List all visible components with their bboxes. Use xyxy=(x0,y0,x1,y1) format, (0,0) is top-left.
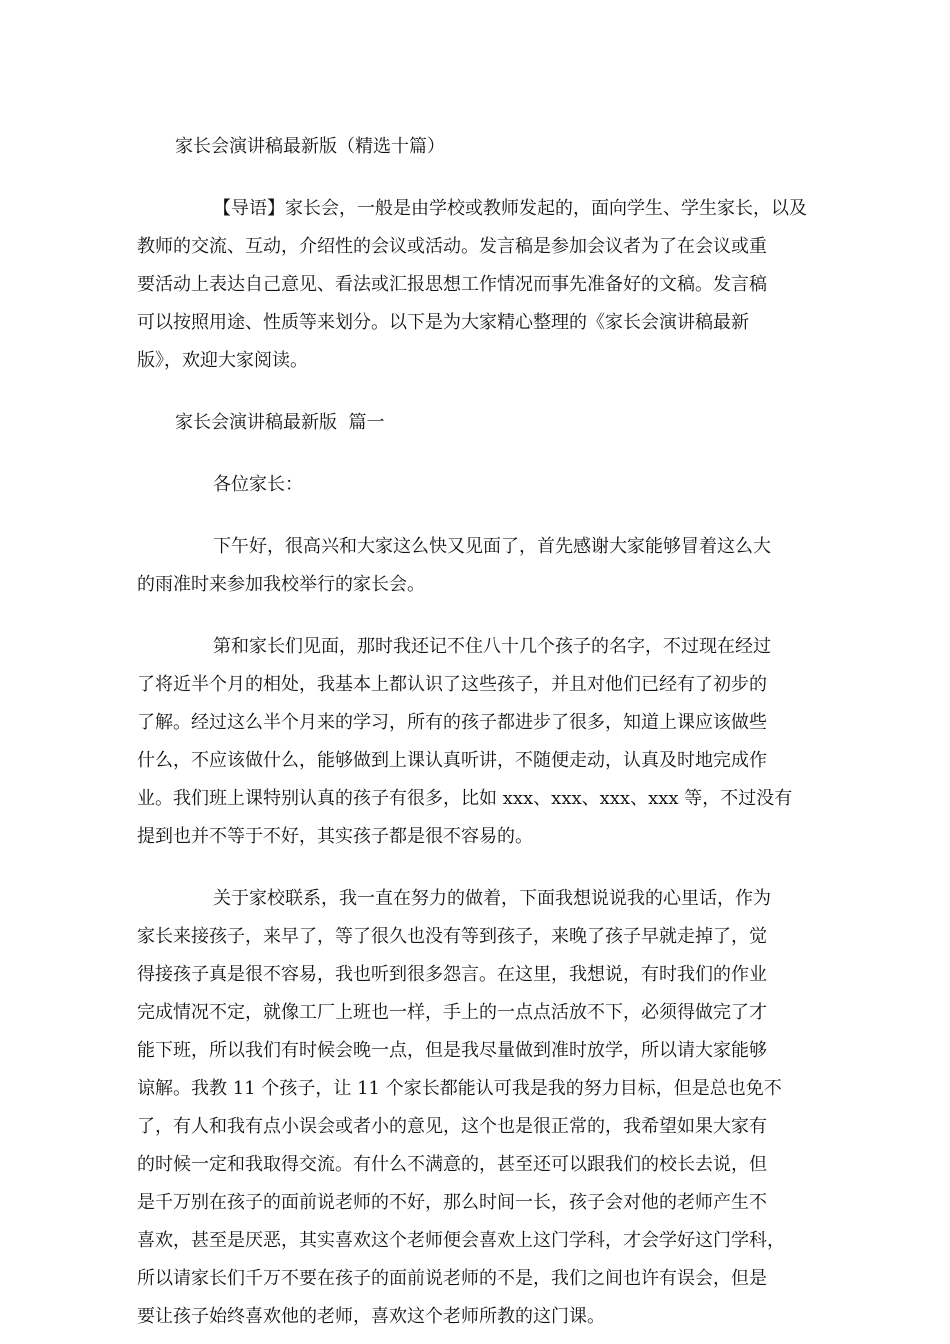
intro-line: 【导语】家长会，一般是由学校或教师发起的，面向学生、学生家长，以及 xyxy=(213,198,807,219)
paragraph-2 xyxy=(137,628,813,856)
paragraph-line: 第和家长们见面，那时我还记不住八十几个孩子的名字，不过现在经过 xyxy=(213,636,771,657)
greeting: 各位家长： xyxy=(213,474,303,495)
paragraph-3 xyxy=(137,880,813,1336)
paragraph-line: 的雨准时来参加我校举行的家长会。 xyxy=(137,574,425,595)
document-body xyxy=(137,128,813,1336)
paragraph-line: 喜欢，甚至是厌恶，其实喜欢这个老师便会喜欢上这门学科，才会学好这门学科， xyxy=(137,1230,785,1251)
paragraph-1 xyxy=(137,528,813,604)
paragraph-line: 要让孩子始终喜欢他的老师，喜欢这个老师所教的这门课。 xyxy=(137,1306,605,1327)
intro-line: 可以按照用途、性质等来划分。以下是为大家精心整理的《家长会演讲稿最新 xyxy=(137,312,749,333)
paragraph-line: 提到也并不等于不好，其实孩子都是很不容易的。 xyxy=(137,826,533,847)
paragraph-line: 关于家校联系，我一直在努力的做着，下面我想说说我的心里话，作为 xyxy=(213,888,771,909)
intro-line: 版》，欢迎大家阅读。 xyxy=(137,350,308,371)
spacer xyxy=(137,504,813,528)
paragraph-line: 是千万别在孩子的面前说老师的不好，那么时间一长，孩子会对他的老师产生不 xyxy=(137,1192,767,1213)
intro-paragraph xyxy=(137,190,813,380)
paragraph-line: 下午好，很高兴和大家这么快又见面了，首先感谢大家能够冒着这么大 xyxy=(213,536,771,557)
paragraph-line: 得接孩子真是很不容易，我也听到很多怨言。在这里，我想说，有时我们的作业 xyxy=(137,964,767,985)
spacer xyxy=(137,380,813,404)
section-title: 家长会演讲稿最新版 篇一 xyxy=(175,412,385,433)
spacer xyxy=(137,604,813,628)
paragraph-line: 谅解。我教 11 个孩子，让 11 个家长都能认可我是我的努力目标，但是总也免不 xyxy=(137,1078,782,1099)
paragraph-line: 了，有人和我有点小误会或者小的意见，这个也是很正常的，我希望如果大家有 xyxy=(137,1116,767,1137)
intro-line: 教师的交流、互动，介绍性的会议或活动。发言稿是参加会议者为了在会议或重 xyxy=(137,236,767,257)
spacer xyxy=(137,856,813,880)
paragraph-line: 所以请家长们千万不要在孩子的面前说老师的不是，我们之间也许有误会，但是 xyxy=(137,1268,767,1289)
paragraph-line: 了将近半个月的相处，我基本上都认识了这些孩子，并且对他们已经有了初步的 xyxy=(137,674,767,695)
spacer xyxy=(137,442,813,466)
spacer xyxy=(137,166,813,190)
paragraph-line: 业。我们班上课特别认真的孩子有很多，比如 xxx、xxx、xxx、xxx 等，不过没有 xyxy=(137,788,793,809)
intro-line: 要活动上表达自己意见、看法或汇报思想工作情况而事先准备好的文稿。发言稿 xyxy=(137,274,767,295)
paragraph-line: 完成情况不定，就像工厂上班也一样，手上的一点点活放不下，必须得做完了才 xyxy=(137,1002,767,1023)
document-title: 家长会演讲稿最新版（精选十篇） xyxy=(175,136,445,157)
paragraph-line: 家长来接孩子，来早了，等了很久也没有等到孩子，来晚了孩子早就走掉了，觉 xyxy=(137,926,767,947)
paragraph-line: 能下班，所以我们有时候会晚一点，但是我尽量做到准时放学，所以请大家能够 xyxy=(137,1040,767,1061)
paragraph-line: 什么，不应该做什么，能够做到上课认真听讲，不随便走动，认真及时地完成作 xyxy=(137,750,767,771)
paragraph-line: 了解。经过这么半个月来的学习，所有的孩子都进步了很多，知道上课应该做些 xyxy=(137,712,767,733)
paragraph-line: 的时候一定和我取得交流。有什么不满意的，甚至还可以跟我们的校长去说，但 xyxy=(137,1154,767,1175)
